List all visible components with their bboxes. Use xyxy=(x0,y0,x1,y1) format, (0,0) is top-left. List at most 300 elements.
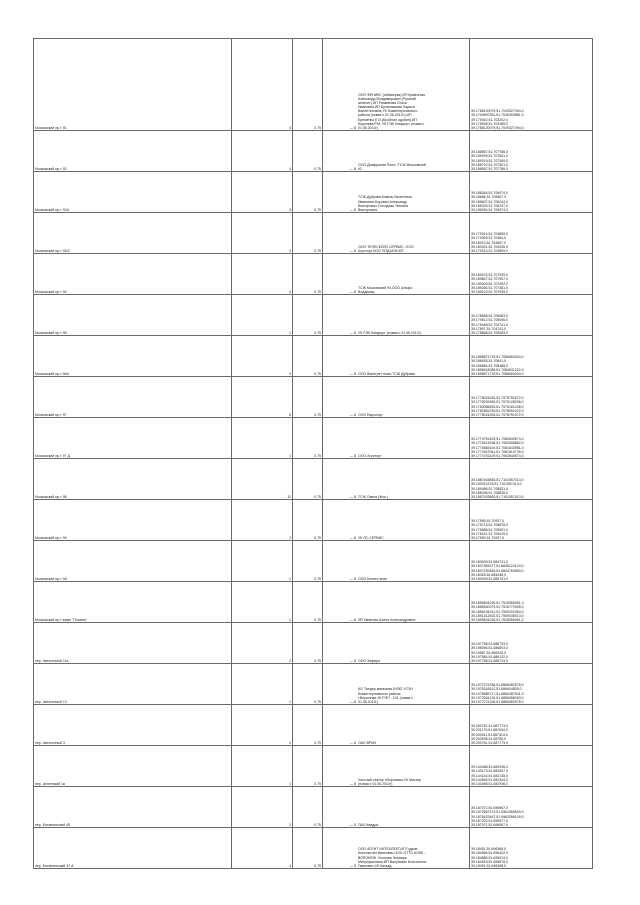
frequency-value: 8 xyxy=(354,453,356,458)
organization-line: 01.06.2012г) xyxy=(358,125,378,130)
coordinate-line: 39.186607,51.706244,0 xyxy=(471,199,508,204)
dash-separator: — xyxy=(349,740,354,745)
frequency-cell xyxy=(323,254,358,295)
coordinate-line: 39.200761,51.687773,0 xyxy=(471,740,508,745)
coordinate-line: 39.190003,51.707492,0 xyxy=(471,281,508,286)
coordinate-line: 39.175713,51.708878,0 xyxy=(471,523,508,528)
frequency-cell xyxy=(323,336,358,377)
coordinate-line: 39.1794557381,51.7049393881,0 xyxy=(471,113,524,118)
organizations-cell xyxy=(357,664,470,705)
frequency-value: 8 xyxy=(354,289,356,294)
organization-line: ТСЖ Московский 94,ООО Альфа xyxy=(358,285,413,290)
coordinates-cell xyxy=(470,828,593,869)
organization-line: Александр Владимирович (Русский xyxy=(358,96,416,101)
coordinate-line: 39.186635,51.70891,0 xyxy=(471,359,507,364)
organization-line: Еременко Е.И.(Бройлан одобин),ИП xyxy=(358,117,417,122)
count-cell: 4 xyxy=(232,131,293,172)
organization-line: г.Воронежа,УК РЭП - 101 (новая с xyxy=(358,695,414,700)
volume-cell: 0,75 xyxy=(293,336,323,377)
frequency-cell xyxy=(323,459,358,500)
frequency-value: 8 xyxy=(354,740,356,745)
count-cell: 2 xyxy=(232,705,293,746)
table-row xyxy=(34,787,593,828)
count-cell: 1 xyxy=(232,582,293,623)
coordinates-cell xyxy=(470,336,593,377)
coordinates-cell xyxy=(470,500,593,541)
coordinate-line: 39.200536,51.68755,0 xyxy=(471,736,507,741)
address-cell: Московский пр-т 98 xyxy=(34,459,232,500)
address-cell: Московский пр-т кафе "Поляна" xyxy=(34,582,232,623)
address-cell: пер. Автогенный 13 xyxy=(34,664,232,705)
dash-separator: — xyxy=(349,617,354,622)
organizations-cell xyxy=(357,705,470,746)
coordinate-line: 39.1858918085,51.7084631222,0 xyxy=(471,367,524,372)
coordinates-cell xyxy=(470,459,593,500)
organization-line: Константин Иванович,ООО ОТТО БОКК - xyxy=(358,851,426,856)
dash-separator: — xyxy=(349,822,354,827)
organizations-cell xyxy=(357,582,470,623)
coordinate-line: 39.184885,51.695913,0 xyxy=(471,855,508,860)
count-cell: 1 xyxy=(232,664,293,705)
coordinate-line: 39.176588,51.709091,0 xyxy=(471,527,508,532)
coordinates-cell xyxy=(470,213,593,254)
organization-line: Королева Р.М.,УК РЭК Комфорт (новая с xyxy=(358,121,425,126)
organizations-cell xyxy=(357,500,470,541)
dash-separator: — xyxy=(349,658,354,663)
table-row xyxy=(34,213,593,254)
organization-line: Агроторг,ООО ПОДЪЕМ-ЮГ xyxy=(358,248,404,253)
frequency-cell xyxy=(323,787,358,828)
coordinates-cell xyxy=(470,131,593,172)
organization-line: аппетит),ИП Развинова Ольга xyxy=(358,100,407,105)
dash-separator: — xyxy=(349,453,354,458)
coordinates-cell xyxy=(470,39,593,131)
coordinate-line: 39.1887403853,51.7101557413,0 xyxy=(471,494,524,499)
coordinates-cell xyxy=(470,172,593,213)
organization-line: Викторович,Солодова Татьяна xyxy=(358,203,409,208)
coordinate-line: 39.176421,51.709419,0 xyxy=(471,531,508,536)
coordinate-line: 39.1976585717,51.6866487541,0 xyxy=(471,691,524,696)
frequency-value: 8 xyxy=(354,658,356,663)
coordinate-line: 39.189319,51.707349,0 xyxy=(471,158,508,163)
coordinate-line: 39.179442,51.703202,0 xyxy=(471,117,508,122)
coordinate-line: 39.183009,51.684741,0 xyxy=(471,560,508,565)
coordinate-line: 39.17559,51.70937,0 xyxy=(471,535,505,540)
coordinate-line: 39.184966,51.696402,0 xyxy=(471,851,508,856)
address-cell: Московский пр-т 99 xyxy=(34,500,232,541)
organization-line: 92 xyxy=(358,166,362,171)
coordinate-line: 39.1788120079,51.7049327394,0 xyxy=(471,125,524,130)
dash-separator: — xyxy=(349,494,354,499)
address-cell: Московский пр-т 95 xyxy=(34,295,232,336)
coordinates-cell xyxy=(470,746,593,787)
count-cell: 3 xyxy=(232,172,293,213)
coordinate-line: 39.197788,51.686733,0 xyxy=(471,642,508,647)
organization-line: Ивановна,ИП Буланникова Лариса xyxy=(358,105,415,110)
frequency-value: 8 xyxy=(354,863,356,868)
organization-line: УК РЭК Комфорт (новая с 01.06.2012г) xyxy=(358,330,422,335)
count-cell: 1 xyxy=(232,295,293,336)
coordinate-line: 39.188557,51.707786,0 xyxy=(471,166,508,171)
volume-cell: 0,75 xyxy=(293,377,323,418)
coordinate-line: 39.1876422467,51.6962056109,0 xyxy=(471,814,524,819)
coordinate-line: 39.18318,51.684448,0 xyxy=(471,572,507,577)
frequency-cell xyxy=(323,582,358,623)
coordinate-line: 39.1776682619,51.7081643981,0 xyxy=(471,445,524,450)
organization-line: ООО АГЕНТ ИНТЕЛЛЕКТ,ИП Гудков xyxy=(358,847,418,852)
address-cell: Московский пр-т 93/2 xyxy=(34,213,232,254)
organization-line: Митрофановна,ИП Валуйских Константин xyxy=(358,859,427,864)
frequency-cell xyxy=(323,705,358,746)
frequency-cell xyxy=(323,131,358,172)
frequency-value: 8 xyxy=(354,699,356,704)
coordinate-line: 39.144144,51.682138,0 xyxy=(471,773,508,778)
table-body xyxy=(34,39,593,869)
coordinate-line: 39.180041,51.704936,0 xyxy=(471,244,508,249)
frequency-value: 8 xyxy=(354,125,356,130)
organizations-cell xyxy=(357,295,470,336)
organization-line: Ивановна,Коровин Александр xyxy=(358,199,407,204)
coordinate-line: 39.198094,51.686803,0 xyxy=(471,646,508,651)
coordinate-line: 39.17559,51.70937,0 xyxy=(471,519,505,524)
table-row xyxy=(34,418,593,459)
table-row xyxy=(34,664,593,705)
volume-cell: 0,75 xyxy=(293,664,323,705)
coordinate-line: 39.200761,51.687773,0 xyxy=(471,724,508,729)
frequency-cell xyxy=(323,623,358,664)
table-row xyxy=(34,459,593,500)
coordinate-line: 39.187071,51.696967,0 xyxy=(471,806,508,811)
coordinates-cell xyxy=(470,623,593,664)
organization-line: ООО Евростар xyxy=(358,412,383,417)
count-cell: 1 xyxy=(232,541,293,582)
dash-separator: — xyxy=(349,535,354,540)
count-cell: 6 xyxy=(232,377,293,418)
organizations-cell xyxy=(357,787,470,828)
volume-cell: 0,75 xyxy=(293,541,323,582)
frequency-cell xyxy=(323,828,358,869)
organization-line: ООО ТЕЛЕСЕЙЛЗ СЕРВИС ,ООО xyxy=(358,244,414,249)
table-row xyxy=(34,254,593,295)
organizations-cell xyxy=(357,131,470,172)
coordinate-line: 39.188295,51.708828,0 xyxy=(471,490,508,495)
organizations-cell xyxy=(357,623,470,664)
coordinate-line: 39.188557,51.707786,0 xyxy=(471,150,508,155)
address-cell: пер. Ботанический 47 А xyxy=(34,828,232,869)
volume-cell: 0,75 xyxy=(293,459,323,500)
coordinate-line: 39.183009,51.684741,0 xyxy=(471,576,508,581)
coordinate-line: 39.179309,51.70464,0 xyxy=(471,236,507,241)
coordinate-line: 39.143179,51.682697,0 xyxy=(471,769,508,774)
coordinate-line: 39.197584,51.686132,0 xyxy=(471,654,508,659)
organization-line: ООО Агроторг xyxy=(358,453,382,458)
volume-cell: 0,75 xyxy=(293,500,323,541)
coordinate-line: 39.1774751429,51.7082840674,0 xyxy=(471,453,524,458)
organization-line: АО Тандер магазины,КУВО УСЗН xyxy=(358,687,413,692)
coordinates-cell xyxy=(470,377,593,418)
organization-line: ИП Иванова Алина Александровна xyxy=(358,617,416,622)
coordinate-line: 39.186264,51.706974,0 xyxy=(471,191,508,196)
count-cell: 4 xyxy=(232,213,293,254)
coordinate-line: 39.186684,51.708488,0 xyxy=(471,363,508,368)
organizations-cell xyxy=(357,828,470,869)
coordinate-line: 39.186333,51.706237,0 xyxy=(471,203,508,208)
coordinate-line: 39.179314,51.704899,0 xyxy=(471,248,508,253)
frequency-cell xyxy=(323,664,358,705)
table-row xyxy=(34,172,593,213)
coordinates-cell xyxy=(470,254,593,295)
address-cell: Московский пр-т 97 xyxy=(34,377,232,418)
dash-separator: — xyxy=(349,781,354,786)
coordinates-cell xyxy=(470,664,593,705)
waste-sites-table xyxy=(33,38,593,869)
coordinate-line: 39.1837220645,51.6844764983,0 xyxy=(471,568,524,573)
dash-separator: — xyxy=(349,863,354,868)
coordinate-line: 39.1858871729,51.7086653404,0 xyxy=(471,371,524,376)
coordinate-line: 39.188702,51.707301,0 xyxy=(471,162,508,167)
organization-line: ООО Диафрагма Плюс ,ТСЖ Московский xyxy=(358,162,426,167)
coordinate-line: 39.1788120079,51.7049327394,0 xyxy=(471,109,524,114)
coordinate-line: 39.1972721336,51.6868482978,0 xyxy=(471,699,524,704)
volume-cell: 0,75 xyxy=(293,172,323,213)
coordinate-line: 39.17897,51.704741,0 xyxy=(471,326,507,331)
coordinate-line: 39.189847,51.707957,0 xyxy=(471,277,508,282)
organization-line: Коминтерновского района xyxy=(358,691,401,696)
coordinate-line: 39.178858,51.705083,0 xyxy=(471,314,508,319)
coordinate-line: 39.1776414398,51.7083006882,0 xyxy=(471,441,524,446)
coordinate-line: 39.1774912361,51.7081610739,0 xyxy=(471,449,524,454)
coordinate-line: 39.1972721336,51.6868482978,0 xyxy=(471,683,524,688)
coordinate-line: 39.1782852239,51.7078951022,0 xyxy=(471,408,524,413)
count-cell: 4 xyxy=(232,254,293,295)
coordinate-line: 39.143468,51.682936,0 xyxy=(471,781,508,786)
table-row xyxy=(34,746,593,787)
coordinate-line: 39.18451,51.696368,0 xyxy=(471,863,507,868)
address-cell: Московский пр-т 94 xyxy=(34,254,232,295)
organizations-cell xyxy=(357,418,470,459)
table-row xyxy=(34,500,593,541)
dash-separator: — xyxy=(349,125,354,130)
coordinate-line: 39.1858340079,51.7516772905,0 xyxy=(471,605,524,610)
volume-cell: 0,75 xyxy=(293,131,323,172)
coordinate-line: 39.1887403853,51.7101557413,0 xyxy=(471,478,524,483)
dash-separator: — xyxy=(349,371,354,376)
table-row xyxy=(34,582,593,623)
frequency-cell xyxy=(323,500,358,541)
coordinate-line: 39.178858,51.705083,0 xyxy=(471,330,508,335)
organizations-cell xyxy=(357,459,470,500)
dash-separator: — xyxy=(349,576,354,581)
organizations-cell xyxy=(357,172,470,213)
address-cell: Московский пр-т 92А xyxy=(34,172,232,213)
coordinate-line: 39.189314378,51.7101557413,0 xyxy=(471,482,522,487)
organization-line: 01.06.2012г) xyxy=(358,699,378,704)
coordinate-line: 39.1856194312,51.7509201964,0 xyxy=(471,609,524,614)
volume-cell: 0,75 xyxy=(293,213,323,254)
organization-line: ПАО Квадра xyxy=(358,822,379,827)
table-row xyxy=(34,623,593,664)
organization-line: ООО Винегрет плюс,ТСЖ Дубрава xyxy=(358,371,415,376)
count-cell: 3 xyxy=(232,39,293,131)
organizations-cell xyxy=(357,377,470,418)
organization-line: (новая с 01.06.2012г) xyxy=(358,781,393,786)
volume-cell: 0,75 xyxy=(293,39,323,131)
dash-separator: — xyxy=(349,699,354,704)
volume-cell: 0,75 xyxy=(293,746,323,787)
organizations-cell xyxy=(357,541,470,582)
frequency-value: 8 xyxy=(354,535,356,540)
count-cell: 2 xyxy=(232,500,293,541)
coordinate-line: 39.1778292483,51.7075128206,0 xyxy=(471,400,524,405)
organization-line: Павлович,УК Каскад xyxy=(358,863,392,868)
coordinate-line: 39.179314,51.704899,0 xyxy=(471,232,508,237)
address-cell: Московский пр-т 92 xyxy=(34,131,232,172)
coordinate-line: 39.200911,51.687414,0 xyxy=(471,732,508,737)
organization-line: ООО Бизнес клин xyxy=(358,576,388,581)
coordinate-line: 39.1837381577,51.6848124124,0 xyxy=(471,564,524,569)
organizations-cell xyxy=(357,213,470,254)
coordinates-cell xyxy=(470,582,593,623)
address-cell: Московский пр-т 97 Д xyxy=(34,418,232,459)
coordinates-cell xyxy=(470,541,593,582)
coordinate-line: 39.189102,51.707939,0 xyxy=(471,273,508,278)
frequency-value: 8 xyxy=(354,330,356,335)
coordinate-line: 39.179512,51.705096,0 xyxy=(471,318,508,323)
table-row xyxy=(34,336,593,377)
organization-line: Владимир xyxy=(358,289,375,294)
coordinate-line: 39.1774751429,51.7082840674,0 xyxy=(471,437,524,442)
volume-cell: 0,75 xyxy=(293,787,323,828)
address-cell: пер. Автогенный 3 xyxy=(34,705,232,746)
coordinate-line: 39.1855604226,51.7518366961,0 xyxy=(471,617,524,622)
dash-separator: — xyxy=(349,207,354,212)
table-row xyxy=(34,39,593,131)
coordinate-line: 39.1858871729,51.7086653404,0 xyxy=(471,355,524,360)
coordinate-line: 39.189486,51.708831,0 xyxy=(471,486,508,491)
frequency-value: 8 xyxy=(354,248,356,253)
dash-separator: — xyxy=(349,248,354,253)
organization-line: ТСЖ Омега (Жок.) xyxy=(358,494,389,499)
coordinate-line: 39.1851312692,51.7509035013,0 xyxy=(471,613,524,618)
coordinate-line: 39.189284,51.707381,0 xyxy=(471,285,508,290)
organization-line: ОАО ВРМЗ xyxy=(358,740,377,745)
table-row xyxy=(34,541,593,582)
coordinate-line: 39.1975242612,51.686904835,0 xyxy=(471,687,522,692)
coordinate-line: 39.187071,51.696967,0 xyxy=(471,822,508,827)
address-cell: Московский пр-т 9А xyxy=(34,541,232,582)
table-row xyxy=(34,377,593,418)
organizations-cell xyxy=(357,336,470,377)
organization-line: ООО ФЕНИКС (табакерка),ИП Кравченко xyxy=(358,92,426,97)
frequency-value: 8 xyxy=(354,207,356,212)
frequency-value: 8 xyxy=(354,166,356,171)
frequency-value: 8 xyxy=(354,371,356,376)
organizations-cell xyxy=(357,39,470,131)
frequency-value: 8 xyxy=(354,617,356,622)
coordinate-line: 39.1783066815,51.7075161448,0 xyxy=(471,404,524,409)
volume-cell: 0,75 xyxy=(293,295,323,336)
table-row xyxy=(34,828,593,869)
coordinate-line: 39.187302,51.696977,0 xyxy=(471,818,508,823)
frequency-value: 8 xyxy=(354,781,356,786)
volume-cell: 0,75 xyxy=(293,705,323,746)
dash-separator: — xyxy=(349,289,354,294)
frequency-value: 8 xyxy=(354,576,356,581)
coordinate-line: 39.184515,51.695876,0 xyxy=(471,859,508,864)
frequency-value: 8 xyxy=(354,822,356,827)
coordinate-line: 39.144594,51.682344,0 xyxy=(471,777,508,782)
organizations-cell xyxy=(357,254,470,295)
table-row xyxy=(34,131,593,172)
frequency-cell xyxy=(323,172,358,213)
coordinate-line: 39.189099,51.707841,0 xyxy=(471,154,508,159)
coordinates-cell xyxy=(470,295,593,336)
coordinate-line: 39.201179,51.687634,0 xyxy=(471,728,508,733)
frequency-value: 8 xyxy=(354,494,356,499)
organization-line: Частный сектор г.Воронежа,УК Мастер xyxy=(358,777,422,782)
organization-line: ТСЖ Дубрава,Коваль Валентина xyxy=(358,195,412,200)
count-cell: 4 xyxy=(232,828,293,869)
count-cell: 1 xyxy=(232,746,293,787)
coordinates-cell xyxy=(470,418,593,459)
coordinate-line: 39.1778024263,51.7078751572,0 xyxy=(471,412,524,417)
frequency-cell xyxy=(323,541,358,582)
organization-line: Викторовна xyxy=(358,207,378,212)
frequency-cell xyxy=(323,213,358,254)
organization-line: Валентиновна,УК Коминтерновского xyxy=(358,109,418,114)
count-cell: 2 xyxy=(232,623,293,664)
count-cell: 3 xyxy=(232,336,293,377)
address-cell: Московский пр-т 96А xyxy=(34,336,232,377)
organization-line: ВОРОНЕЖ ,Хохлова Эльвира xyxy=(358,855,407,860)
address-cell: пер. Автогенный 11а xyxy=(34,623,232,664)
coordinate-line: 39.18666,51.706967,0 xyxy=(471,195,507,200)
coordinate-line: 39.186264,51.706974,0 xyxy=(471,207,508,212)
dash-separator: — xyxy=(349,166,354,171)
address-cell: Московский пр-т 91 xyxy=(34,39,232,131)
volume-cell: 0,75 xyxy=(293,582,323,623)
coordinate-line: 39.1973264134,51.6866088453,0 xyxy=(471,695,524,700)
organization-line: УК ЛС-СЕРВИС xyxy=(358,535,384,540)
organization-line: ООО Зафира xyxy=(358,658,380,663)
coordinate-line: 39.18451,51.696368,0 xyxy=(471,847,507,852)
volume-cell: 0,75 xyxy=(293,623,323,664)
frequency-cell xyxy=(323,39,358,131)
coordinates-cell xyxy=(470,705,593,746)
dash-separator: — xyxy=(349,330,354,335)
address-cell: пер. Ботанический 45 xyxy=(34,787,232,828)
frequency-cell xyxy=(323,377,358,418)
coordinate-line: 39.143468,51.682936,0 xyxy=(471,765,508,770)
frequency-cell xyxy=(323,418,358,459)
coordinate-line: 39.1872667374,51.6961989609,0 xyxy=(471,810,524,815)
volume-cell: 0,75 xyxy=(293,418,323,459)
count-cell: 1 xyxy=(232,418,293,459)
coordinate-line: 39.19887,51.686326,0 xyxy=(471,650,507,655)
frequency-value: 8 xyxy=(354,412,356,417)
frequency-cell xyxy=(323,746,358,787)
coordinates-cell xyxy=(470,787,593,828)
coordinate-line: 39.178938,51.703185,0 xyxy=(471,121,508,126)
address-cell: пер. Анненский 1а xyxy=(34,746,232,787)
coordinate-line: 39.1855604226,51.7518366961,0 xyxy=(471,601,524,606)
coordinate-line: 39.1778024263,51.7078751572,0 xyxy=(471,396,524,401)
organizations-cell xyxy=(357,746,470,787)
table-row xyxy=(34,295,593,336)
volume-cell: 0,75 xyxy=(293,828,323,869)
coordinate-line: 39.197788,51.686733,0 xyxy=(471,658,508,663)
organization-line: района (новая с 01.06.2012г.),ИП xyxy=(358,113,412,118)
